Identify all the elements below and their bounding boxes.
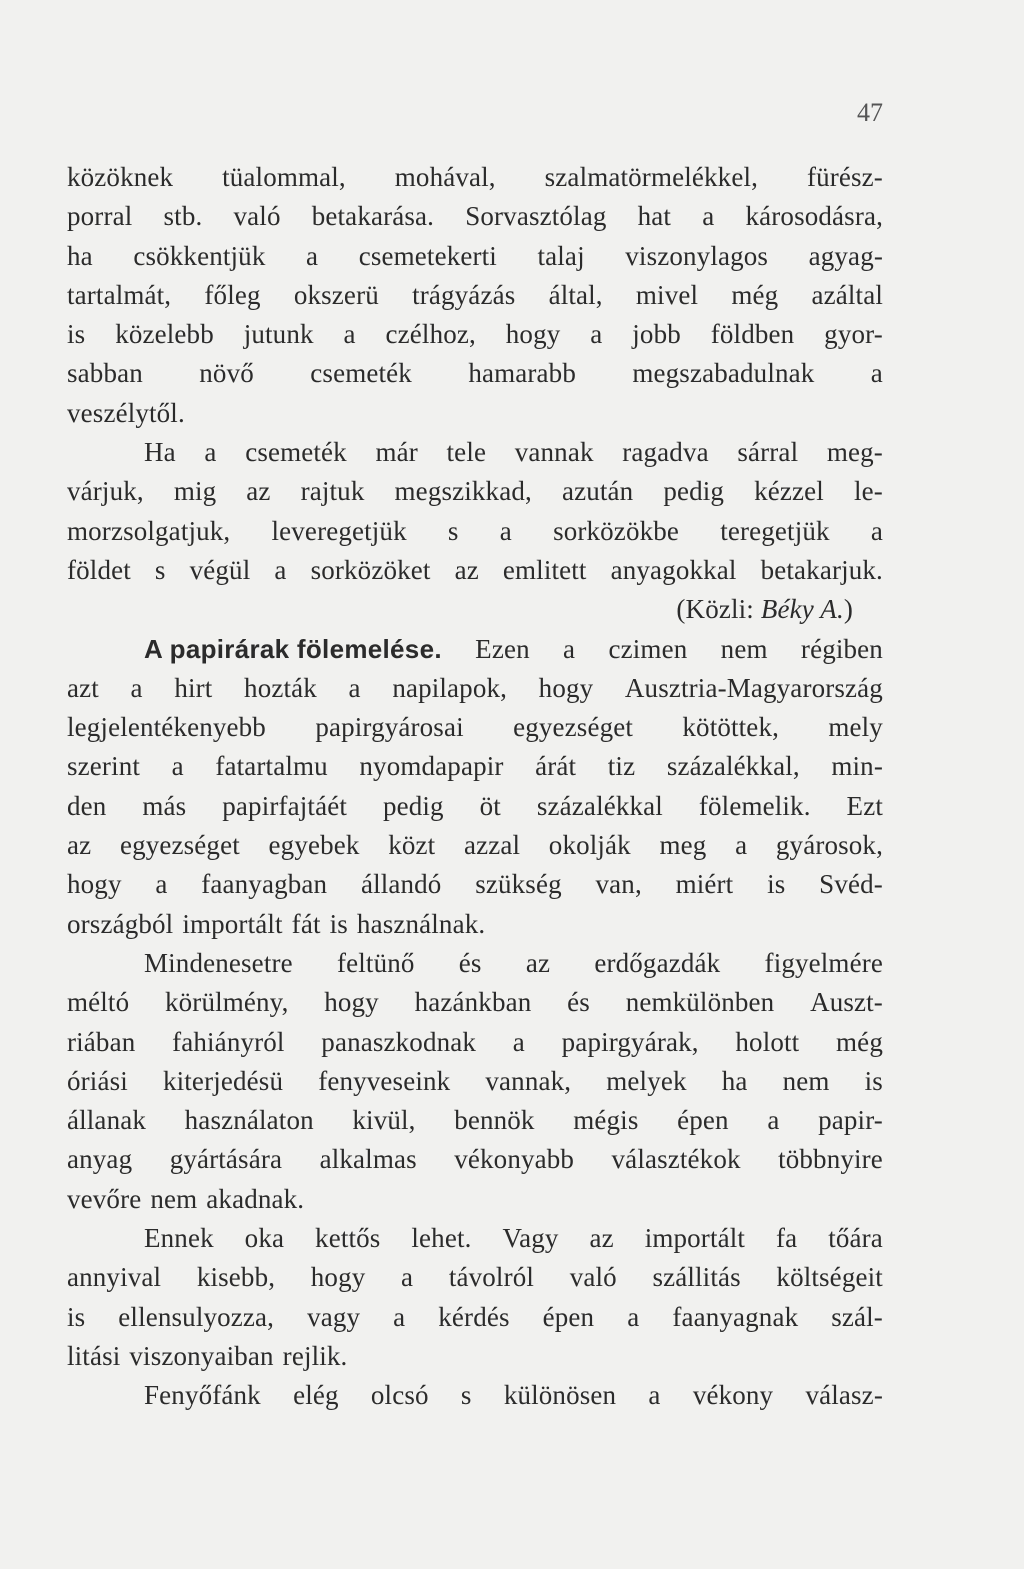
word: kérdés bbox=[438, 1301, 510, 1332]
word: a bbox=[870, 515, 883, 546]
word: végül bbox=[189, 554, 251, 585]
word: papirgyárak, bbox=[561, 1026, 699, 1057]
word: való bbox=[233, 201, 281, 232]
word: mivel bbox=[635, 279, 699, 310]
word: szerint bbox=[67, 751, 141, 782]
word: és bbox=[567, 987, 590, 1018]
word: mely bbox=[828, 712, 883, 743]
word: min- bbox=[831, 751, 883, 782]
word: használnak. bbox=[356, 908, 486, 939]
word: az bbox=[67, 830, 92, 861]
word: meg bbox=[659, 830, 707, 861]
word: a bbox=[870, 358, 883, 389]
word: növő bbox=[199, 358, 254, 389]
text-line bbox=[67, 905, 883, 944]
word: nemkülönben bbox=[625, 987, 775, 1018]
word: Ennek bbox=[144, 1223, 214, 1254]
word: teregetjük bbox=[720, 515, 830, 546]
word: is bbox=[864, 1065, 883, 1096]
word: sárral bbox=[737, 437, 799, 468]
word: akadnak. bbox=[206, 1183, 305, 1214]
word: sorközöket bbox=[310, 554, 431, 585]
word: főleg bbox=[204, 279, 261, 310]
word: trágyázás bbox=[412, 279, 516, 310]
word: viszonyaiban bbox=[129, 1340, 274, 1371]
word: s bbox=[154, 554, 166, 585]
word: Auszt- bbox=[810, 987, 883, 1018]
word: mig bbox=[173, 476, 217, 507]
word: szalmatörmelékkel, bbox=[544, 162, 759, 192]
text-line bbox=[67, 669, 883, 708]
word: azt bbox=[67, 672, 99, 703]
text-line bbox=[67, 865, 883, 904]
word: megszabadulnak bbox=[632, 358, 815, 389]
word: azzal bbox=[463, 830, 521, 861]
word: kivül, bbox=[352, 1105, 416, 1136]
word: többnyire bbox=[778, 1144, 883, 1175]
word: csökkentjük bbox=[133, 240, 266, 271]
word: állandó bbox=[360, 869, 442, 900]
word: vannak, bbox=[485, 1065, 572, 1096]
text-line bbox=[67, 1376, 883, 1415]
word: közelebb bbox=[115, 319, 214, 350]
word: tüalommal, bbox=[222, 162, 346, 192]
word: leveregetjük bbox=[271, 515, 407, 546]
word: a bbox=[648, 1380, 661, 1411]
word: a bbox=[348, 672, 361, 703]
word: a bbox=[343, 319, 356, 350]
word: le- bbox=[853, 476, 883, 507]
word: hirt bbox=[174, 672, 213, 703]
word: van, bbox=[595, 869, 642, 900]
word: csemetekerti bbox=[358, 240, 497, 271]
word: közöknek bbox=[67, 162, 174, 192]
text-line bbox=[67, 472, 883, 511]
word: tiz bbox=[607, 751, 636, 782]
word: nyomdapapir bbox=[359, 751, 504, 782]
text-line bbox=[67, 708, 883, 747]
word: kötöttek, bbox=[682, 712, 779, 743]
word: porral bbox=[67, 201, 133, 232]
word: épen bbox=[542, 1301, 595, 1332]
word: mégis bbox=[573, 1105, 639, 1136]
word: árát bbox=[535, 751, 577, 782]
word: annyival bbox=[67, 1262, 162, 1293]
word: való bbox=[569, 1262, 617, 1293]
word: egyezséget bbox=[119, 830, 240, 861]
word: várjuk, bbox=[67, 476, 144, 507]
word: erdőgazdák bbox=[594, 947, 721, 978]
word: vevőre bbox=[67, 1183, 142, 1214]
word: rejlik. bbox=[282, 1340, 348, 1371]
word: importált bbox=[182, 908, 283, 939]
word: jutunk bbox=[243, 319, 314, 350]
word: tartalmát, bbox=[67, 279, 172, 310]
word: elég bbox=[293, 1380, 339, 1411]
word: különösen bbox=[503, 1380, 617, 1411]
text-line bbox=[67, 1258, 883, 1297]
word: Fenyőfánk bbox=[144, 1380, 261, 1411]
word: az bbox=[589, 1223, 614, 1254]
word: is bbox=[329, 908, 348, 939]
word: óriási bbox=[67, 1065, 128, 1096]
word: is bbox=[767, 869, 786, 900]
word: fahiányról bbox=[172, 1026, 285, 1057]
word: fatartalmu bbox=[215, 751, 328, 782]
word: Mindenesetre bbox=[144, 947, 293, 978]
word: Ezen bbox=[475, 633, 530, 664]
text-line bbox=[67, 826, 883, 865]
word: ragadva bbox=[622, 437, 709, 468]
word: nem bbox=[720, 633, 768, 664]
word: hogy bbox=[324, 987, 379, 1018]
word: ellensulyozza, bbox=[118, 1301, 275, 1332]
body-text bbox=[67, 158, 883, 1416]
credit-suffix: ) bbox=[843, 594, 853, 625]
text-line bbox=[67, 1219, 883, 1258]
text-line bbox=[67, 1298, 883, 1337]
word: gyor- bbox=[824, 319, 883, 350]
word: épen bbox=[677, 1105, 729, 1136]
word: Svéd- bbox=[819, 869, 883, 900]
word: a bbox=[563, 633, 576, 664]
word: melyek bbox=[606, 1065, 687, 1096]
word: a bbox=[627, 1301, 640, 1332]
word: czélhoz, bbox=[385, 319, 476, 350]
word: faanyagban bbox=[201, 869, 328, 900]
word: azután bbox=[561, 476, 634, 507]
word: panaszkodnak bbox=[321, 1026, 477, 1057]
word: gyártására bbox=[169, 1144, 283, 1175]
word: az bbox=[246, 476, 271, 507]
word: litási bbox=[67, 1340, 121, 1371]
word: az bbox=[525, 947, 551, 978]
word: fürész- bbox=[806, 162, 883, 192]
word: fölemelik. bbox=[698, 790, 811, 821]
word: régiben bbox=[800, 633, 883, 664]
word: fa bbox=[775, 1223, 798, 1254]
word: mohával, bbox=[394, 162, 496, 192]
word: földben bbox=[710, 319, 795, 350]
word: költségeit bbox=[776, 1262, 883, 1293]
word: figyelmére bbox=[764, 947, 883, 978]
word: faanyagnak bbox=[672, 1301, 799, 1332]
word: szükség bbox=[475, 869, 562, 900]
text-line bbox=[67, 747, 883, 786]
word: s bbox=[460, 1380, 472, 1411]
word: használaton bbox=[184, 1105, 314, 1136]
word: Ha bbox=[144, 437, 176, 468]
word: már bbox=[375, 437, 418, 468]
word: csemeték bbox=[245, 437, 347, 468]
word: hazánkban bbox=[414, 987, 532, 1018]
word: a bbox=[306, 240, 319, 271]
word: napilapok, bbox=[392, 672, 508, 703]
word: nem bbox=[782, 1065, 830, 1096]
word: czimen bbox=[608, 633, 688, 664]
word: távolról bbox=[448, 1262, 535, 1293]
word: emlitett bbox=[502, 554, 587, 585]
word: közt bbox=[388, 830, 436, 861]
text-line bbox=[67, 197, 883, 236]
word: ha bbox=[721, 1065, 748, 1096]
text-line bbox=[67, 512, 883, 551]
word: betakarjuk. bbox=[760, 554, 883, 585]
word: den bbox=[67, 790, 107, 821]
word: miért bbox=[675, 869, 734, 900]
word: a bbox=[393, 1301, 406, 1332]
word: lehet. bbox=[411, 1223, 472, 1254]
word: vannak bbox=[514, 437, 594, 468]
word: meg- bbox=[826, 437, 883, 468]
word: pedig bbox=[382, 790, 444, 821]
word: morzsolgatjuk, bbox=[67, 515, 231, 546]
section-heading: A papirárak fölemelése. bbox=[144, 633, 442, 664]
word: importált bbox=[644, 1223, 746, 1254]
text-line bbox=[67, 983, 883, 1022]
word: talaj bbox=[537, 240, 585, 271]
word: fenyveseink bbox=[318, 1065, 451, 1096]
text-line bbox=[67, 1062, 883, 1101]
word: a bbox=[590, 319, 603, 350]
word: pedig bbox=[663, 476, 725, 507]
word: öt bbox=[479, 790, 501, 821]
word: a bbox=[130, 672, 143, 703]
word: méltó bbox=[67, 987, 130, 1018]
word: Ausztria-Magyarország bbox=[624, 672, 883, 703]
text-line bbox=[67, 1140, 883, 1179]
word: vagy bbox=[307, 1301, 361, 1332]
word: s bbox=[447, 515, 459, 546]
word: gyárosok, bbox=[775, 830, 883, 861]
text-line bbox=[67, 944, 883, 983]
word: veszélytől. bbox=[67, 397, 185, 428]
word: sabban bbox=[67, 358, 143, 389]
credit-author: Béky A. bbox=[760, 594, 844, 625]
word: szál- bbox=[831, 1301, 883, 1332]
word: is bbox=[67, 319, 86, 350]
text-line bbox=[67, 315, 883, 354]
word: vékonyabb bbox=[454, 1144, 575, 1175]
word: riában bbox=[67, 1026, 136, 1057]
word: tele bbox=[446, 437, 487, 468]
word: papir- bbox=[818, 1105, 883, 1136]
word: hogy bbox=[310, 1262, 366, 1293]
word: választékok bbox=[611, 1144, 741, 1175]
word: megszikkad, bbox=[394, 476, 532, 507]
text-line bbox=[67, 158, 883, 197]
word: rajtuk bbox=[300, 476, 365, 507]
word: papirfajtáét bbox=[222, 790, 347, 821]
word: azáltal bbox=[811, 279, 883, 310]
word: földet bbox=[67, 554, 131, 585]
word: alkalmas bbox=[319, 1144, 417, 1175]
word: nem bbox=[150, 1183, 198, 1214]
word: tőára bbox=[828, 1223, 883, 1254]
word: hogy bbox=[67, 869, 122, 900]
word: okszerü bbox=[293, 279, 379, 310]
text-line bbox=[67, 237, 883, 276]
word: hozták bbox=[244, 672, 317, 703]
text-line bbox=[67, 1101, 883, 1140]
word: csemeték bbox=[310, 358, 412, 389]
word: az bbox=[454, 554, 479, 585]
text-line bbox=[67, 276, 883, 315]
word: fát bbox=[291, 908, 321, 939]
word: hogy bbox=[538, 672, 594, 703]
word: körülmény, bbox=[165, 987, 289, 1018]
word: és bbox=[458, 947, 482, 978]
word: Sorvasztólag bbox=[465, 201, 607, 232]
text-line bbox=[67, 1180, 883, 1219]
word: a bbox=[171, 751, 184, 782]
word: szállitás bbox=[652, 1262, 741, 1293]
word: egyebek bbox=[268, 830, 360, 861]
word: a bbox=[767, 1105, 780, 1136]
word: válasz- bbox=[805, 1380, 883, 1411]
text-line bbox=[67, 1023, 883, 1062]
text-line bbox=[67, 354, 883, 393]
word: agyag- bbox=[808, 240, 883, 271]
word: kettős bbox=[315, 1223, 381, 1254]
word: a bbox=[702, 201, 715, 232]
word: a bbox=[499, 515, 512, 546]
credit-prefix: (Közli: bbox=[676, 594, 754, 625]
word: még bbox=[731, 279, 779, 310]
word: anyagokkal bbox=[610, 554, 737, 585]
text-line bbox=[67, 1337, 883, 1376]
word: károsodásra, bbox=[745, 201, 883, 232]
word: viszonylagos bbox=[625, 240, 769, 271]
word: betakarása. bbox=[311, 201, 435, 232]
word: a bbox=[155, 869, 168, 900]
word: a bbox=[274, 554, 287, 585]
word: hogy bbox=[505, 319, 561, 350]
word: egyezséget bbox=[513, 712, 634, 743]
word: stb. bbox=[163, 201, 203, 232]
page-number: 47 bbox=[857, 98, 883, 127]
word: kisebb, bbox=[196, 1262, 276, 1293]
word: anyag bbox=[67, 1144, 133, 1175]
text-line bbox=[67, 433, 883, 472]
word: még bbox=[836, 1026, 883, 1057]
word: bennök bbox=[454, 1105, 535, 1136]
word: által, bbox=[548, 279, 603, 310]
word: jobb bbox=[632, 319, 681, 350]
word: ha bbox=[67, 240, 93, 271]
word: Vagy bbox=[502, 1223, 559, 1254]
text-line bbox=[67, 551, 883, 590]
word: országból bbox=[67, 908, 174, 939]
word: a bbox=[512, 1026, 525, 1057]
word: papirgyárosai bbox=[315, 712, 464, 743]
word: holott bbox=[735, 1026, 800, 1057]
word: olcsó bbox=[370, 1380, 429, 1411]
word: okolják bbox=[548, 830, 631, 861]
word: százalékkal bbox=[536, 790, 663, 821]
text-line bbox=[67, 787, 883, 826]
word: a bbox=[401, 1262, 414, 1293]
text-line bbox=[67, 394, 883, 433]
word: más bbox=[142, 790, 187, 821]
word: Ezt bbox=[846, 790, 883, 821]
word: is bbox=[67, 1301, 86, 1332]
word: kiterjedésü bbox=[162, 1065, 284, 1096]
text-line bbox=[67, 630, 883, 669]
word: hamarabb bbox=[468, 358, 576, 389]
word: állanak bbox=[67, 1105, 147, 1136]
word: legjelentékenyebb bbox=[67, 712, 266, 743]
word: feltünő bbox=[337, 947, 415, 978]
word: sorközökbe bbox=[553, 515, 680, 546]
word: hat bbox=[637, 201, 672, 232]
word: kézzel bbox=[754, 476, 824, 507]
source-credit bbox=[67, 590, 883, 629]
word: százalékkal, bbox=[666, 751, 800, 782]
word: vékony bbox=[692, 1380, 774, 1411]
word: a bbox=[204, 437, 217, 468]
word: a bbox=[735, 830, 748, 861]
word: oka bbox=[244, 1223, 285, 1254]
